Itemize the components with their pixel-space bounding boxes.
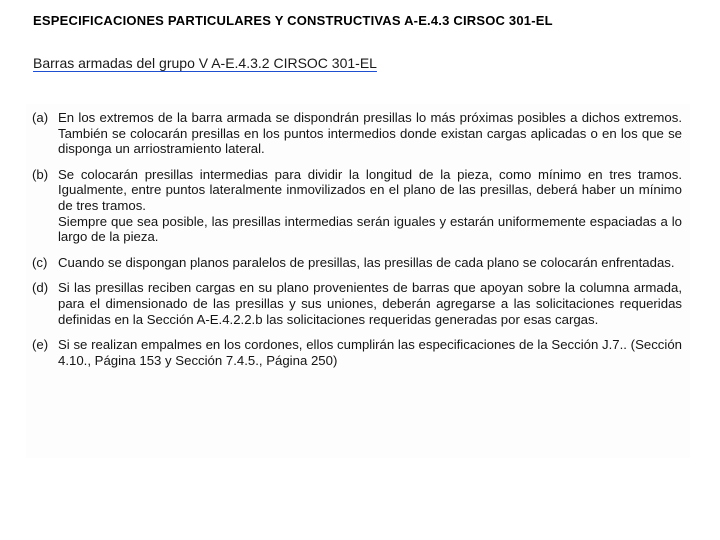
section-subtitle: Barras armadas del grupo V A-E.4.3.2 CIRSOC 301-EL: [33, 55, 377, 71]
list-item-d: [32, 280, 682, 327]
item-paragraph: Siempre que sea posible, las presillas intermedias serán iguales y estarán uniformemente espaciadas a lo largo de la pieza.: [58, 213, 682, 245]
item-paragraph: En los extremos de la barra armada se dispondrán presillas lo más próximas posibles a dichos extremos. También se colocarán presillas en los puntos intermedios donde existan cargas aplicadas o en los que se disponga un arriostramiento lateral.: [58, 110, 682, 157]
page-title: ESPECIFICACIONES PARTICULARES Y CONSTRUCTIVAS A-E.4.3 CIRSOC 301-EL: [33, 13, 553, 28]
item-label: (e): [32, 337, 49, 353]
item-text: [58, 280, 682, 327]
item-paragraph: Se colocarán presillas intermedias para dividir la longitud de la pieza, como mínimo en tres tramos. Igualmente, entre puntos lateralmente inmovilizados en el plano de las presillas, deberá haber un mínimo de tres tramos.: [58, 166, 682, 213]
item-text: [58, 255, 682, 271]
item-label: (d): [32, 280, 49, 296]
item-label: (c): [32, 254, 48, 270]
list-item-e: [32, 337, 682, 368]
item-text: [58, 337, 682, 368]
list-item-a: [32, 110, 682, 157]
item-paragraph: Si se realizan empalmes en los cordones, ellos cumplirán las especificaciones de la Sección J.7.. (Sección 4.10., Página 153 y Sección 7.4.5., Página 250): [58, 337, 682, 368]
list-item-b: [32, 167, 682, 245]
item-paragraph: Cuando se dispongan planos paralelos de presillas, las presillas de cada plano se colocarán enfrentadas.: [58, 254, 675, 270]
scanned-text-block: [26, 104, 690, 458]
item-text: [58, 110, 682, 157]
item-paragraph: Si las presillas reciben cargas en su plano provenientes de barras que apoyan sobre la columna armada, para el dimensionado de las presillas y sus uniones, deberán agregarse a las solicitaciones requeridas definidas en la Sección A-E.4.2.2.b las solicitaciones requeridas generadas por esas cargas.: [58, 280, 682, 327]
item-text: [58, 167, 682, 245]
list-item-c: [32, 255, 682, 271]
item-label: (a): [32, 110, 49, 125]
item-label: (b): [32, 166, 49, 182]
